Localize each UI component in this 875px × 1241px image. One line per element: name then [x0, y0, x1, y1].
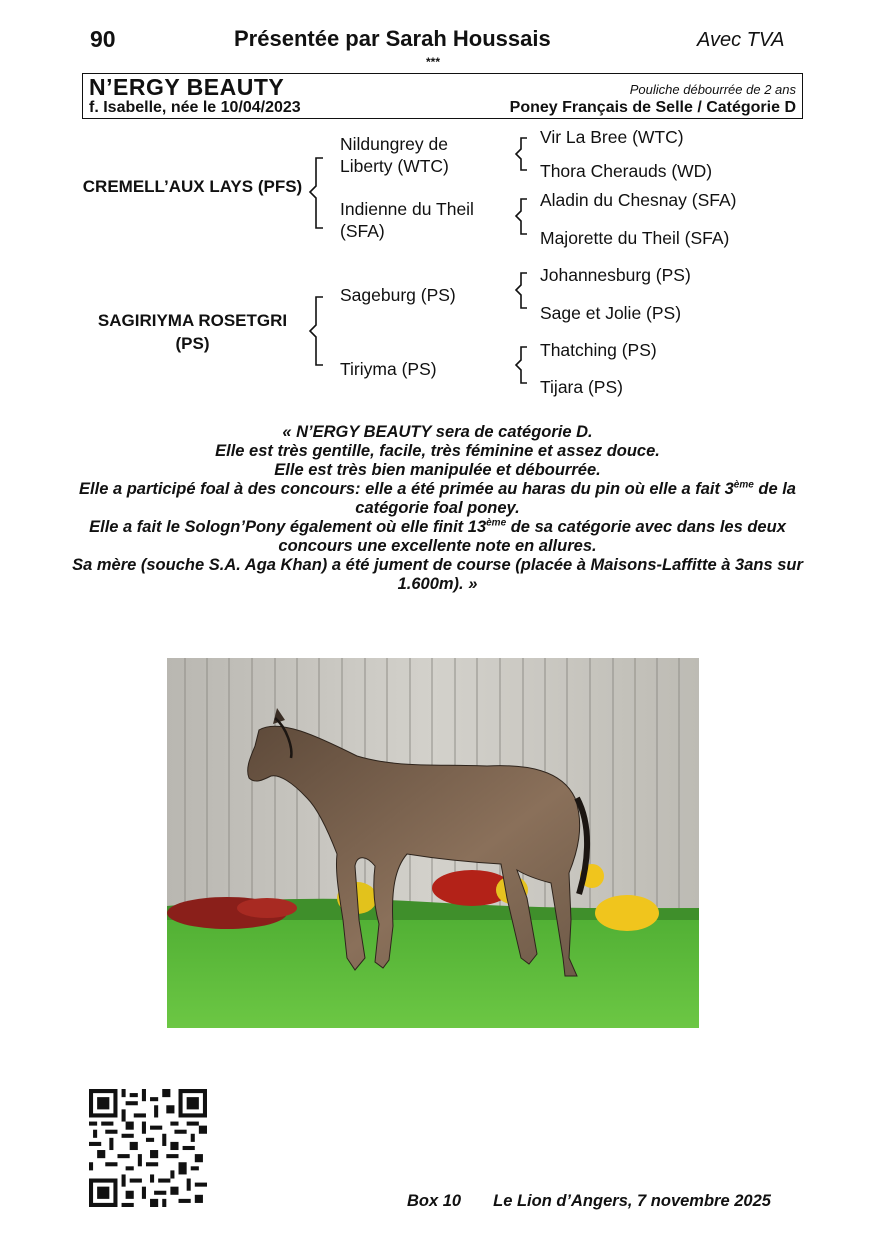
- box-number: Box 10: [407, 1192, 462, 1210]
- dam-dam-sire: Thatching (PS): [540, 340, 657, 360]
- comment-line: Elle est très gentille, facile, très féminine et assez douce.: [215, 442, 660, 460]
- dam-sire-sire: Johannesburg (PS): [540, 265, 691, 285]
- bracket-sire-dam: [516, 199, 527, 234]
- lot-number: 90: [90, 26, 116, 52]
- sire-sire: Nildungrey de Liberty (WTC): [340, 134, 449, 176]
- horse-sex-birth: f. Isabelle, née le 10/04/2023: [89, 99, 301, 116]
- comment-line: Elle a fait le Sologn’Pony également où elle finit 13ème de sa catégorie avec dans les deux concours une excellente note en allures.: [89, 517, 786, 555]
- footer: [407, 1192, 771, 1211]
- sire-dam: Indienne du Theil (SFA): [340, 199, 474, 241]
- description-quote: [60, 423, 815, 594]
- bracket-dam-dam: [516, 347, 527, 383]
- separator: ***: [426, 55, 441, 69]
- presenter: Présentée par Sarah Houssais: [234, 26, 551, 51]
- sire-sire-dam: Thora Cherauds (WD): [540, 161, 713, 181]
- qr-code-icon: [89, 1089, 207, 1207]
- sire-dam-sire: Aladin du Chesnay (SFA): [540, 190, 737, 210]
- horse-photo-illustration: [167, 658, 699, 1028]
- dam-sire: Sageburg (PS): [340, 285, 456, 305]
- comment-line: « N’ERGY BEAUTY sera de catégorie D.: [282, 423, 593, 441]
- bracket-dam: [310, 297, 323, 365]
- dam-dam: Tiriyma (PS): [340, 359, 437, 379]
- place-date: Le Lion d’Angers, 7 novembre 2025: [493, 1192, 771, 1210]
- sire-dam-dam: Majorette du Theil (SFA): [540, 228, 730, 248]
- sire-name: CREMELL’AUX LAYS (PFS): [82, 177, 303, 196]
- dam-name: SAGIRIYMA ROSETGRI (PS): [97, 311, 288, 353]
- comment-line: Elle a participé foal à des concours: elle a été primée au haras du pin où elle a fait 3ème de la catégorie foal poney.: [79, 479, 796, 517]
- bracket-sire-sire: [516, 138, 527, 170]
- comment-line: Elle est très bien manipulée et débourrée.: [274, 461, 601, 479]
- bracket-dam-sire: [516, 273, 527, 308]
- horse-photo: [167, 658, 699, 1028]
- horse-name: N’ERGY BEAUTY: [89, 74, 285, 100]
- tax-note: Avec TVA: [697, 29, 785, 51]
- sire-sire-sire: Vir La Bree (WTC): [540, 127, 684, 147]
- dam-dam-dam: Tijara (PS): [540, 377, 623, 397]
- dam-sire-dam: Sage et Jolie (PS): [540, 303, 682, 323]
- comment-line: Sa mère (souche S.A. Aga Khan) a été jument de course (placée à Maisons-Laffitte à 3ans sur 1.600m). »: [72, 556, 803, 593]
- bracket-sire: [310, 158, 323, 228]
- horse-status: Pouliche débourrée de 2 ans: [629, 82, 796, 97]
- horse-breed: Poney Français de Selle / Catégorie D: [509, 99, 796, 116]
